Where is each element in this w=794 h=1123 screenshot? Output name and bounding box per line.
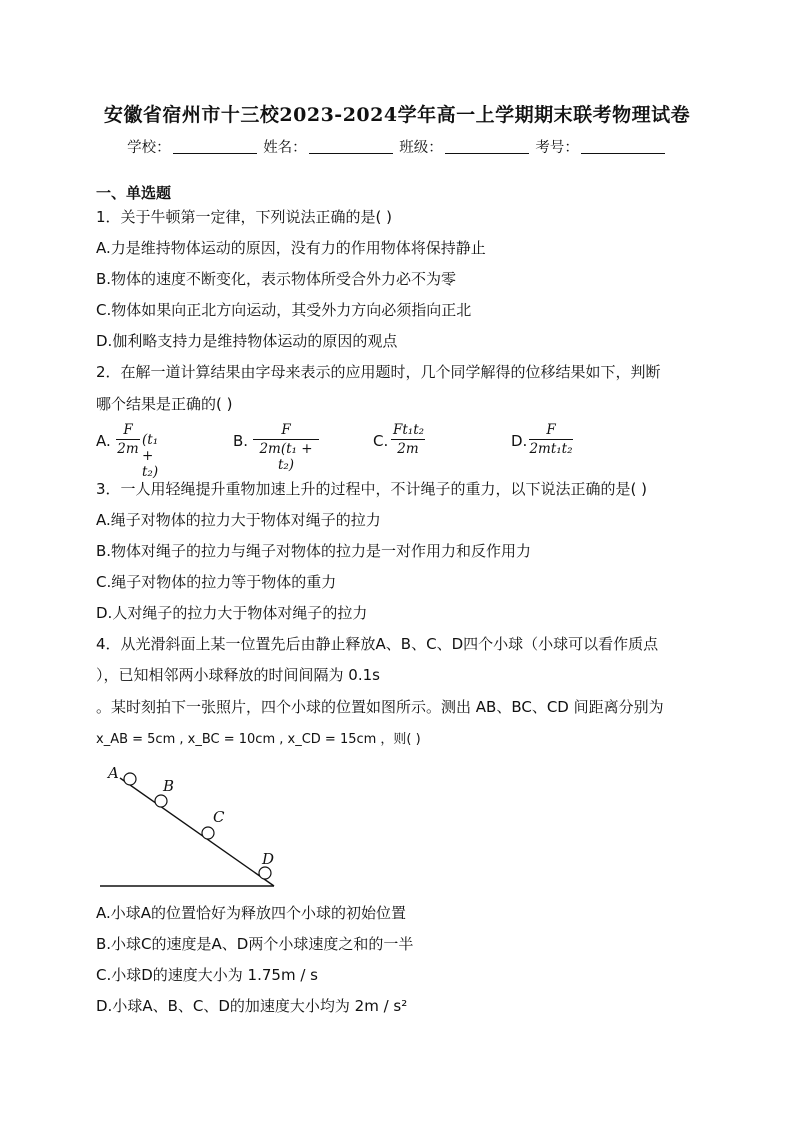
- q3-option-b[interactable]: B.物体对绳子的拉力与绳子对物体的拉力是一对作用力和反作用力: [96, 542, 532, 560]
- incline-line: [120, 778, 274, 886]
- class-blank[interactable]: [445, 139, 529, 154]
- school-blank[interactable]: [173, 139, 257, 154]
- ball-b: [155, 795, 167, 807]
- q2-stem-line1: 2．在解一道计算结果由字母来表示的应用题时，几个同学解得的位移结果如下，判断: [96, 363, 661, 381]
- q4-option-d[interactable]: D.小球A、B、C、D的加速度大小均为 2m / s²: [96, 997, 408, 1015]
- q3-option-c[interactable]: C.绳子对物体的拉力等于物体的重力: [96, 573, 337, 591]
- label-d: D: [262, 850, 275, 868]
- ball-a: [124, 773, 136, 785]
- name-label: 姓名：: [263, 140, 307, 156]
- q4-stem-line2: ），已知相邻两小球释放的时间间隔为 0.1s: [96, 666, 380, 684]
- school-label: 学校：: [127, 140, 171, 156]
- class-label: 班级：: [399, 140, 443, 156]
- q4-stem-line4: x_AB = 5cm , x_BC = 10cm , x_CD = 15cm ，则( ): [96, 732, 421, 747]
- q2-options: A. $\frac{F}{2m}$ (t₁ + t₂) B. $\frac{F}{\text{2m(t₁ + t₂)}}$ C. $\frac{\text{Ft₁t₂}}{2m}$ D. $\frac{F}{\text{2mt₁t₂}}$: [96, 422, 573, 480]
- q3-option-a[interactable]: A.绳子对物体的拉力大于物体对绳子的拉力: [96, 511, 381, 529]
- label-a: A: [108, 764, 119, 782]
- q2-option-b-fraction: $\frac{F}{\text{2m(t₁ + t₂)}}$: [253, 422, 319, 473]
- q4-option-c[interactable]: C.小球D的速度大小为 1.75m / s: [96, 966, 318, 984]
- ball-c: [202, 827, 214, 839]
- q2-option-a-fraction: $\frac{F}{2m}$: [117, 422, 139, 457]
- q1-stem: 1．关于牛顿第一定律，下列说法正确的是( ): [96, 208, 393, 226]
- incline-figure: [96, 760, 296, 892]
- q2-option-c-fraction: $\frac{\text{Ft₁t₂}}{2m}$: [393, 422, 425, 457]
- q2-stem-line2: 哪个结果是正确的( ): [96, 395, 233, 413]
- q4-stem-line3: 。某时刻拍下一张照片，四个小球的位置如图所示。测出 AB、BC、CD 间距离分别为: [96, 698, 664, 716]
- exam-number-label: 考号：: [535, 140, 579, 156]
- label-c: C: [213, 808, 225, 826]
- label-b: B: [163, 777, 175, 795]
- q3-option-d[interactable]: D.人对绳子的拉力大于物体对绳子的拉力: [96, 604, 368, 622]
- ball-d: [259, 867, 271, 879]
- q4-option-a[interactable]: A.小球A的位置恰好为释放四个小球的初始位置: [96, 904, 407, 922]
- q1-option-a[interactable]: A.力是维持物体运动的原因，没有力的作用物体将保持静止: [96, 239, 486, 257]
- q4-option-b[interactable]: B.小球C的速度是A、D两个小球速度之和的一半: [96, 935, 414, 953]
- q1-option-d[interactable]: D.伽利略支持力是维持物体运动的原因的观点: [96, 332, 398, 350]
- q3-stem: 3．一人用轻绳提升重物加速上升的过程中，不计绳子的重力，以下说法正确的是( ): [96, 480, 648, 498]
- q1-option-b[interactable]: B.物体的速度不断变化，表示物体所受合外力必不为零: [96, 270, 457, 288]
- student-info-row: [0, 136, 794, 157]
- section-heading: 一、单选题: [96, 184, 172, 202]
- exam-number-blank[interactable]: [581, 139, 665, 154]
- q1-option-c[interactable]: C.物体如果向正北方向运动，其受外力方向必须指向正北: [96, 301, 472, 319]
- q2-option-d-fraction: $\frac{F}{\text{2mt₁t₂}}$: [529, 422, 573, 457]
- name-blank[interactable]: [309, 139, 393, 154]
- page-title: 安徽省宿州市十三校2023-2024学年高一上学期期末联考物理试卷: [103, 104, 691, 126]
- q4-stem-line1: 4．从光滑斜面上某一位置先后由静止释放A、B、C、D四个小球（小球可以看作质点: [96, 635, 659, 653]
